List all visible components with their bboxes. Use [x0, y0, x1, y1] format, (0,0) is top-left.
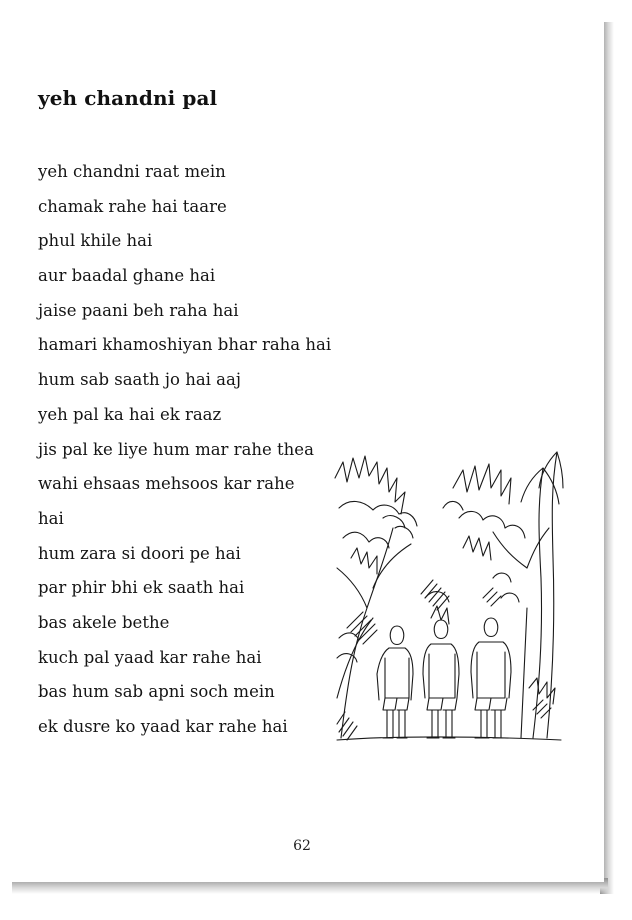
- poem-line: yeh pal ka hai ek raaz: [38, 404, 222, 424]
- poem-line: jaise paani beh raha hai: [38, 300, 239, 320]
- person-right: [471, 618, 511, 738]
- poem-title: yeh chandni pal: [38, 86, 218, 110]
- poem-line: hai: [38, 508, 64, 528]
- three-friends-walking-illustration: [333, 448, 565, 742]
- poem-line: ek dusre ko yaad kar rahe hai: [38, 717, 288, 736]
- poem-line: yeh chandni raat mein: [38, 162, 226, 181]
- person-left: [377, 626, 413, 738]
- page-number: 62: [293, 838, 311, 854]
- poem-line: par phir bhi ek saath hai: [38, 578, 245, 598]
- poem-line: jis pal ke liye hum mar rahe thea: [38, 439, 314, 459]
- person-middle: [423, 620, 459, 738]
- poem-line: phul khile hai: [38, 231, 153, 251]
- poem-line: wahi ehsaas mehsoos kar rahe: [38, 474, 295, 494]
- poem-line: hum zara si doori pe hai: [38, 543, 241, 563]
- poem-line: hum sab saath jo hai aaj: [38, 370, 241, 390]
- poem-line: chamak rahe hai taare: [38, 196, 227, 216]
- poem-line: aur baadal ghane hai: [38, 266, 216, 286]
- poem-line: bas akele bethe: [38, 612, 170, 632]
- poem-body: [38, 160, 331, 750]
- poem-line: hamari khamoshiyan bhar raha hai: [38, 335, 332, 355]
- poem-line: bas hum sab apni soch mein: [38, 682, 275, 702]
- poem-line: kuch pal yaad kar rahe hai: [38, 647, 262, 667]
